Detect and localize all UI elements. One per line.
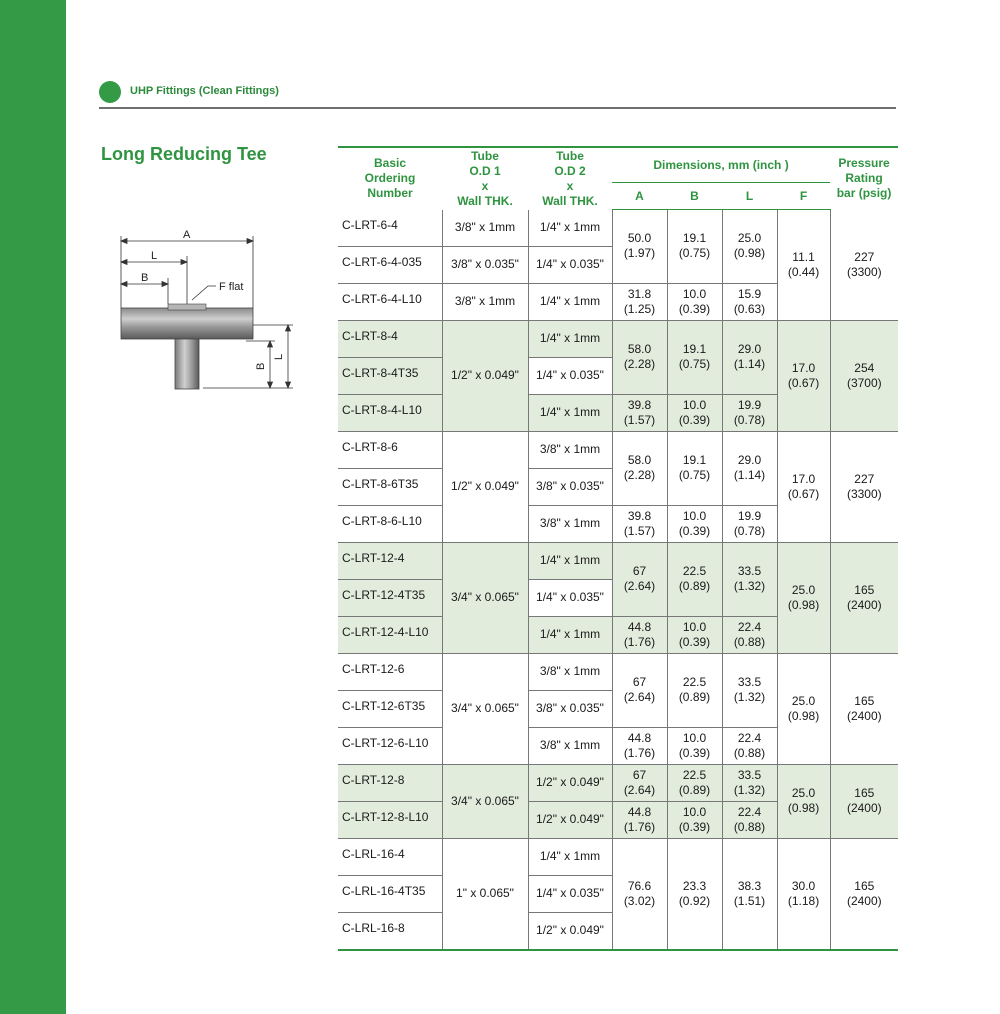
tube-od2: 3/8" x 1mm bbox=[528, 505, 612, 542]
ordering-number: C-LRT-8-4 bbox=[338, 320, 442, 357]
dim-label-a: A bbox=[183, 229, 191, 241]
pressure-rating: 165 (2400) bbox=[830, 542, 898, 653]
pressure-rating: 165 (2400) bbox=[830, 653, 898, 764]
dim-b: 22.5 (0.89) bbox=[667, 653, 722, 727]
dim-a: 31.8 (1.25) bbox=[612, 283, 667, 320]
dim-a: 44.8 (1.76) bbox=[612, 727, 667, 764]
ordering-number: C-LRL-16-4 bbox=[338, 838, 442, 875]
tube-od2: 3/8" x 0.035" bbox=[528, 468, 612, 505]
ordering-number: C-LRT-12-6-L10 bbox=[338, 727, 442, 764]
tube-od2: 1/2" x 0.049" bbox=[528, 801, 612, 838]
dim-a: 44.8 (1.76) bbox=[612, 616, 667, 653]
tube-od1: 3/4" x 0.065" bbox=[442, 542, 528, 653]
ordering-number: C-LRT-6-4-035 bbox=[338, 246, 442, 283]
header-divider bbox=[99, 107, 896, 109]
ordering-number: C-LRT-12-6T35 bbox=[338, 690, 442, 727]
pressure-rating: 227 (3300) bbox=[830, 210, 898, 321]
dim-l: 15.9 (0.63) bbox=[722, 283, 777, 320]
ordering-number: C-LRT-8-6T35 bbox=[338, 468, 442, 505]
col-a: A bbox=[612, 183, 667, 210]
table-row bbox=[338, 431, 898, 468]
pressure-rating: 165 (2400) bbox=[830, 838, 898, 950]
dim-a: 44.8 (1.76) bbox=[612, 801, 667, 838]
dim-f: 30.0 (1.18) bbox=[777, 838, 830, 950]
ordering-number: C-LRT-8-4-L10 bbox=[338, 394, 442, 431]
tube-od2: 1/4" x 1mm bbox=[528, 210, 612, 247]
dim-l: 22.4 (0.88) bbox=[722, 801, 777, 838]
table-row bbox=[338, 838, 898, 875]
ordering-number: C-LRT-6-4 bbox=[338, 210, 442, 247]
dim-label-b-vertical: B bbox=[255, 362, 267, 370]
section-dot-icon bbox=[99, 81, 121, 103]
pressure-rating: 254 (3700) bbox=[830, 320, 898, 431]
tube-od2: 1/4" x 1mm bbox=[528, 616, 612, 653]
dim-a: 39.8 (1.57) bbox=[612, 505, 667, 542]
dim-a: 58.0 (2.28) bbox=[612, 320, 667, 394]
dim-f: 25.0 (0.98) bbox=[777, 653, 830, 764]
ordering-number: C-LRL-16-4T35 bbox=[338, 875, 442, 912]
tube-od2: 1/4" x 1mm bbox=[528, 394, 612, 431]
dim-a: 76.6 (3.02) bbox=[612, 838, 667, 950]
dim-b: 22.5 (0.89) bbox=[667, 542, 722, 616]
tube-od1: 3/4" x 0.065" bbox=[442, 653, 528, 764]
dim-label-l: L bbox=[151, 250, 158, 262]
tube-od2: 1/4" x 1mm bbox=[528, 283, 612, 320]
table-row bbox=[338, 764, 898, 801]
ordering-number: C-LRT-6-4-L10 bbox=[338, 283, 442, 320]
ordering-number: C-LRT-12-6 bbox=[338, 653, 442, 690]
dim-b: 10.0 (0.39) bbox=[667, 505, 722, 542]
tube-od2: 1/4" x 1mm bbox=[528, 542, 612, 579]
col-pressure-rating: Pressure Rating bar (psig) bbox=[830, 147, 898, 210]
dim-b: 19.1 (0.75) bbox=[667, 320, 722, 394]
section-title: UHP Fittings (Clean Fittings) bbox=[130, 85, 279, 97]
tube-od2: 1/4" x 1mm bbox=[528, 838, 612, 875]
ordering-number: C-LRT-12-8 bbox=[338, 764, 442, 801]
dim-a: 67 (2.64) bbox=[612, 653, 667, 727]
tube-od2: 1/4" x 0.035" bbox=[528, 875, 612, 912]
table-row bbox=[338, 320, 898, 357]
dim-f: 11.1 (0.44) bbox=[777, 210, 830, 321]
dim-a: 67 (2.64) bbox=[612, 542, 667, 616]
pressure-rating: 227 (3300) bbox=[830, 431, 898, 542]
tube-od2: 3/8" x 1mm bbox=[528, 727, 612, 764]
tube-od2: 1/4" x 1mm bbox=[528, 320, 612, 357]
dim-l: 29.0 (1.14) bbox=[722, 431, 777, 505]
ordering-number: C-LRT-12-4 bbox=[338, 542, 442, 579]
tube-od1: 3/8" x 0.035" bbox=[442, 246, 528, 283]
ordering-number: C-LRT-8-6 bbox=[338, 431, 442, 468]
col-f: F bbox=[777, 183, 830, 210]
tube-od2: 1/4" x 0.035" bbox=[528, 246, 612, 283]
dim-b: 22.5 (0.89) bbox=[667, 764, 722, 801]
dim-b: 10.0 (0.39) bbox=[667, 727, 722, 764]
col-dimensions-group: Dimensions, mm (inch ) bbox=[612, 147, 830, 183]
tube-od2: 1/2" x 0.049" bbox=[528, 764, 612, 801]
col-tube-od2: Tube O.D 2 x Wall THK. bbox=[528, 147, 612, 210]
green-side-bar bbox=[0, 0, 66, 1014]
col-ordering-number: Basic Ordering Number bbox=[338, 147, 442, 210]
dim-l: 19.9 (0.78) bbox=[722, 505, 777, 542]
tube-od1: 3/8" x 1mm bbox=[442, 283, 528, 320]
dim-l: 33.5 (1.32) bbox=[722, 764, 777, 801]
tube-od2: 1/2" x 0.049" bbox=[528, 912, 612, 950]
dim-l: 22.4 (0.88) bbox=[722, 727, 777, 764]
dim-b: 10.0 (0.39) bbox=[667, 616, 722, 653]
ordering-number: C-LRL-16-8 bbox=[338, 912, 442, 950]
pressure-rating: 165 (2400) bbox=[830, 764, 898, 838]
dim-b: 10.0 (0.39) bbox=[667, 801, 722, 838]
dim-l: 33.5 (1.32) bbox=[722, 542, 777, 616]
dim-f: 17.0 (0.67) bbox=[777, 431, 830, 542]
dim-a: 39.8 (1.57) bbox=[612, 394, 667, 431]
spec-table bbox=[338, 146, 898, 951]
dim-label-l-vertical: L bbox=[273, 353, 285, 360]
dim-b: 19.1 (0.75) bbox=[667, 431, 722, 505]
ordering-number: C-LRT-8-6-L10 bbox=[338, 505, 442, 542]
tube-od2: 1/4" x 0.035" bbox=[528, 357, 612, 394]
dim-l: 38.3 (1.51) bbox=[722, 838, 777, 950]
tube-od2: 3/8" x 1mm bbox=[528, 431, 612, 468]
col-b: B bbox=[667, 183, 722, 210]
table-row bbox=[338, 210, 898, 247]
dim-f: 25.0 (0.98) bbox=[777, 764, 830, 838]
ordering-number: C-LRT-12-4T35 bbox=[338, 579, 442, 616]
page-title: Long Reducing Tee bbox=[101, 144, 267, 164]
table-row bbox=[338, 542, 898, 579]
ordering-number: C-LRT-12-8-L10 bbox=[338, 801, 442, 838]
tube-od1: 3/4" x 0.065" bbox=[442, 764, 528, 838]
tube-od1: 1/2" x 0.049" bbox=[442, 431, 528, 542]
col-l: L bbox=[722, 183, 777, 210]
dim-a: 67 (2.64) bbox=[612, 764, 667, 801]
dim-label-b: B bbox=[141, 272, 149, 284]
dim-label-f-flat: F flat bbox=[219, 281, 244, 293]
dim-a: 58.0 (2.28) bbox=[612, 431, 667, 505]
ordering-number: C-LRT-8-4T35 bbox=[338, 357, 442, 394]
dim-f: 17.0 (0.67) bbox=[777, 320, 830, 431]
dim-l: 29.0 (1.14) bbox=[722, 320, 777, 394]
tube-od2: 3/8" x 1mm bbox=[528, 653, 612, 690]
dim-l: 22.4 (0.88) bbox=[722, 616, 777, 653]
dim-b: 10.0 (0.39) bbox=[667, 283, 722, 320]
tube-od2: 3/8" x 0.035" bbox=[528, 690, 612, 727]
dim-b: 23.3 (0.92) bbox=[667, 838, 722, 950]
tee-diagram bbox=[108, 222, 308, 397]
dim-f: 25.0 (0.98) bbox=[777, 542, 830, 653]
tube-od1: 3/8" x 1mm bbox=[442, 210, 528, 247]
ordering-number: C-LRT-12-4-L10 bbox=[338, 616, 442, 653]
dim-b: 10.0 (0.39) bbox=[667, 394, 722, 431]
tube-od1: 1" x 0.065" bbox=[442, 838, 528, 950]
dim-b: 19.1 (0.75) bbox=[667, 210, 722, 284]
tube-od2: 1/4" x 0.035" bbox=[528, 579, 612, 616]
table-row bbox=[338, 653, 898, 690]
dim-l: 25.0 (0.98) bbox=[722, 210, 777, 284]
dim-l: 33.5 (1.32) bbox=[722, 653, 777, 727]
tube-od1: 1/2" x 0.049" bbox=[442, 320, 528, 431]
dim-l: 19.9 (0.78) bbox=[722, 394, 777, 431]
dim-a: 50.0 (1.97) bbox=[612, 210, 667, 284]
col-tube-od1: Tube O.D 1 x Wall THK. bbox=[442, 147, 528, 210]
